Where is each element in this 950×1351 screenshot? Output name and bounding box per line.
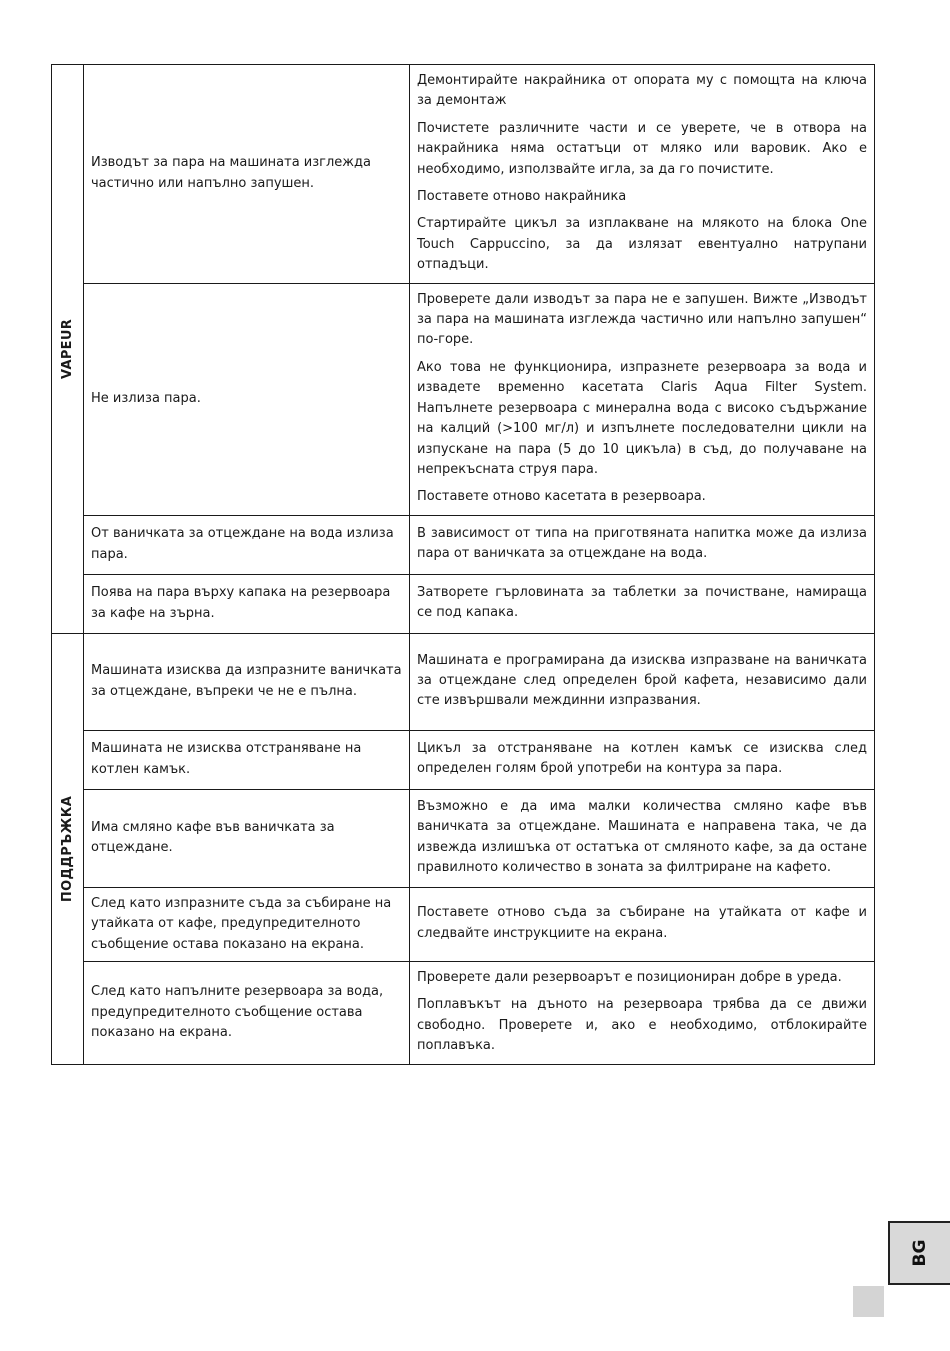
section-label: ПОДДРЪЖКА (59, 795, 75, 902)
table-row (52, 65, 875, 284)
solution-paragraph: Ако това не функционира, изпразнете резервоара за вода и извадете временно касетата Claris Aqua Filter System. Напълнете резервоара с минерална вода с високо съдържание на калций (>100 мг/л) и изпълнете последователни цикли на изпускане на пара (5 до 10 цикъла) в съд, до получаване на непрекъсната струя пара. (417, 359, 867, 477)
problem-cell: От ваничката за отцеждане на вода излиза пара. (84, 515, 410, 574)
language-tab-label: BG (910, 1239, 930, 1267)
solution-cell (410, 789, 875, 887)
solution-cell (410, 633, 875, 730)
solution-paragraph: Проверете дали резервоарът е позициониран добре в уреда. (417, 969, 842, 985)
solution-paragraph: Затворете гърловината за таблетки за почистване, намираща се под капака. (417, 584, 867, 621)
solution-paragraph: Поставете отново касетата в резервоара. (417, 489, 706, 505)
solution-cell (410, 574, 875, 633)
solution-cell (410, 515, 875, 574)
problem-cell: Има смляно кафе във ваничката за отцеждане. (84, 789, 410, 887)
problem-cell: Не излиза пара. (84, 283, 410, 515)
problem-cell: След като напълните резервоара за вода, предупредителното съобщение остава показано на екрана. (84, 961, 410, 1064)
solution-paragraph: Почистете различните части и се уверете, че в отвора на накрайника няма остатъци от мляко или варовик. Ако е необходимо, използвайте игла, за да го почистите. (417, 120, 867, 177)
table-row (52, 515, 875, 574)
problem-cell: Машината не изисква отстраняване на котлен камък. (84, 730, 410, 789)
problem-cell: Поява на пара върху капака на резервоара за кафе на зърна. (84, 574, 410, 633)
solution-paragraph: Демонтирайте накрайника от опората му с помощта на ключа за демонтаж (417, 73, 867, 109)
solution-paragraph: Проверете дали изводът за пара не е запушен. Вижте „Изводът за пара на машината изглежда частично или напълно запушен“ по-горе. (417, 291, 867, 348)
section-label-cell (52, 65, 84, 634)
solution-paragraph: В зависимост от типа на приготвяната напитка може да излиза пара от ваничката за отцеждане на вода. (417, 525, 867, 562)
solution-paragraph: Стартирайте цикъл за изплакване на млякото на блока One Touch Cappuccino, за да излязат евентуално натрупани отпадъци. (417, 216, 867, 273)
table-row (52, 633, 875, 730)
table-body (52, 65, 875, 1065)
section-label-cell (52, 633, 84, 1064)
solution-cell (410, 887, 875, 961)
table-row (52, 730, 875, 789)
solution-paragraph: Машината е програмирана да изисква изпразване на ваничката за отцеждане след определен брой кафета, независимо дали сте извършвали междинни изпразвания. (417, 652, 867, 709)
solution-cell (410, 961, 875, 1064)
solution-paragraph: Поплавъкът на дъното на резервоара трябва да се движи свободно. Проверете и, ако е необходимо, отблокирайте поплавъка. (417, 997, 867, 1054)
solution-cell (410, 730, 875, 789)
problem-cell: Изводът за пара на машината изглежда частично или напълно запушен. (84, 65, 410, 284)
solution-paragraph: Поставете отново съда за събиране на утайката от кафе и следвайте инструкциите на екрана. (417, 905, 867, 941)
table-row (52, 283, 875, 515)
table-row (52, 574, 875, 633)
solution-paragraph: Цикъл за отстраняване на котлен камък се изисква след определен голям брой употреби на контура за пара. (417, 740, 867, 777)
language-tab (888, 1221, 950, 1285)
section-label: VAPEUR (59, 318, 75, 379)
problem-cell: След като изпразните съда за събиране на утайката от кафе, предупредителното съобщение остава показано на екрана. (84, 887, 410, 961)
page-number-box (853, 1286, 884, 1317)
troubleshooting-table (51, 64, 875, 1065)
solution-cell (410, 283, 875, 515)
table-row (52, 961, 875, 1064)
table-row (52, 887, 875, 961)
table-row (52, 789, 875, 887)
problem-cell: Машината изисква да изпразните ваничката за отцеждане, въпреки че не е пълна. (84, 633, 410, 730)
solution-paragraph: Възможно е да има малки количества смляно кафе във ваничката за отцеждане. Машината е направена така, че да извежда излишъка от остатъка от смляното кафе, за да остане правилното количество в зоната за филтриране на кафето. (417, 798, 867, 876)
solution-paragraph: Поставете отново накрайника (417, 189, 627, 205)
solution-cell (410, 65, 875, 284)
